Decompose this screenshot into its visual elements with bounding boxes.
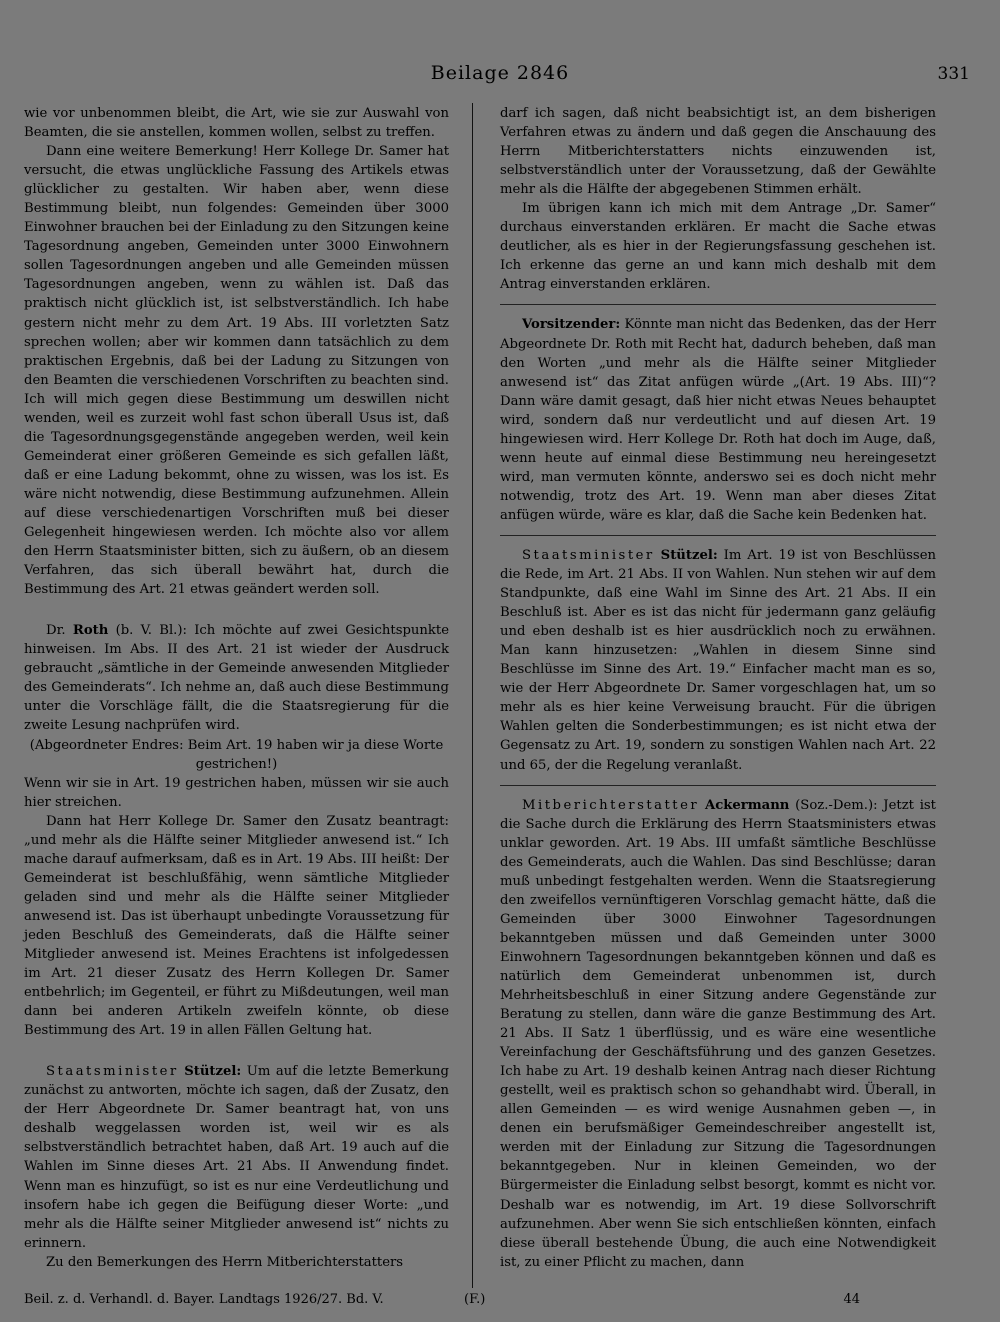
footer-source: Beil. z. d. Verhandl. d. Bayer. Landtags 1926/27. Bd. V.	[24, 1292, 384, 1307]
paragraph: Zu den Bemerkungen des Herrn Mitberichterstatters	[46, 1254, 404, 1270]
paragraph: wie vor unbenommen bleibt, die Art, wie sie zur Auswahl von Beamten, die sie anstellen, kommen wollen, selbst zu treffen.	[24, 106, 449, 141]
paragraph: Wenn wir sie in Art. 19 gestrichen haben, müssen wir sie auch hier streichen.	[24, 775, 449, 810]
footer-sheet-number: 44	[843, 1292, 860, 1307]
speech-text: (b. V. Bl.): Ich möchte auf zwei Gesichtspunkte hinweisen. Im Abs. II des Art. 21 ist wieder der Ausdruck gebraucht „sämtliche in der Gemeinde anwesenden Mitglieder des Gemeinderats“. Ich nehme an, daß auch diese Bestimmung unter die Vorschläge fällt, die die Staatsregierung für die zweite Lesung nachprüfen wird.	[24, 623, 449, 734]
speech-text: Um auf die letzte Bemerkung zunächst zu antworten, möchte ich sagen, daß der Zusatz, den der Herr Abgeordnete Dr. Samer beantragt hat, von uns deshalb weggelassen worden ist, weil wir es als selbstverständlich betrachtet haben, daß Art. 19 auch auf die Wahlen im Sinne dieses Art. 21 Abs. II Anwendung findet. Wenn man es hinzufügt, so ist es nur eine Verdeutlichung und insofern habe ich gegen die Beifügung dieser Worte: „und mehr als die Hälfte seiner Mitglieder anwesend ist“ nichts zu erinnern.	[24, 1064, 449, 1251]
paragraph: Dann eine weitere Bemerkung! Herr Kollege Dr. Samer hat versucht, die etwas unglückliche Fassung des Artikels etwas glücklicher zu gestalten. Wir haben aber, wenn diese Bestimmung bleibt, nun folgendes: Gemeinden über 3000 Einwohner brauchen bei der Einladung zu den Sitzungen keine Tagesordnung angeben, Gemeinden unter 3000 Einwohnern sollen Tagesordnungen angeben und alle Gemeinden müssen Tagesordnungen angeben, wenn zu wählen ist. Daß das praktisch nicht glücklich ist, ist selbstverständlich. Ich habe gestern nicht mehr zu dem Art. 19 Abs. III vorletzten Satz sprechen wollen; aber wir kommen dann tatsächlich zu dem praktischen Ergebnis, daß bei der Ladung zu Sitzungen von den Beamten die verschiedenen Vorschriften zu beachten sind. Ich will mich gegen diese Bestimmung um deswillen nicht wenden, weil es zurzeit wohl fast schon überall Usus ist, daß die Tagesordnungsgegenstände angegeben werden, weil kein Gemeinderat einer größeren Gemeinde es sich gefallen läßt, daß er eine Ladung bekommt, ohne zu wissen, was los ist. Es wäre nicht notwendig, diese Bestimmung aufzunehmen. Allein auf diese verschiedenartigen Vorschriften muß bei dieser Gelegenheit hingewiesen werden. Ich möchte also vor allem den Herrn Staatsminister bitten, sich zu äußern, ob an diesem Verfahren, das sich überall bewährt hat, durch die Bestimmung des Art. 21 etwas geändert werden soll.	[24, 144, 449, 598]
column-divider	[472, 103, 473, 1288]
interjection: (Abgeordneter Endres: Beim Art. 19 haben wir ja diese Worte gestrichen!)	[29, 737, 444, 772]
speaker-name: Stützel:	[184, 1064, 242, 1080]
speaker-name: Stützel:	[660, 547, 718, 563]
speech-text: Im Art. 19 ist von Beschlüssen die Rede, im Art. 21 Abs. II von Wahlen. Nun stehen wir auf dem Standpunkte, daß eine Wahl im Sinne des Art. 21 Abs. II ein Beschluß ist. Aber es ist das nicht für jedermann ganz geläufig und eben deshalb ist es hier ausdrücklich noch zu erwähnen. Man kann hinzusetzen: „Wahlen in diesem Sinne sind Beschlüsse im Sinne des Art. 19.“ Einfacher macht man es so, wie der Herr Abgeordnete Dr. Samer vorgeschlagen hat, um so mehr als es hier keine Verweisung braucht. Für die übrigen Wahlen gelten die Sonderbestimmungen; es ist nicht etwa der Gegensatz zu Art. 19, sondern zu sonstigen Wahlen nach Art. 22 und 65, der die Regelung veranlaßt.	[500, 547, 936, 773]
right-column	[500, 104, 936, 1272]
speaker-role: Mitberichterstatter	[522, 797, 700, 813]
speaker-prefix: Dr.	[46, 623, 73, 639]
speaker-name: Ackermann	[704, 797, 790, 813]
paragraph: Im übrigen kann ich mich mit dem Antrage „Dr. Samer“ durchaus einverstanden erklären. Er macht die Sache etwas deutlicher, als es hier in der Regierungsfassung geschehen ist. Ich erkenne das gerne an und kann mich deshalb mit dem Antrag einverstanden erklären.	[500, 201, 936, 293]
speech-vorsitzender	[500, 304, 936, 525]
speech-text: Könnte man nicht das Bedenken, das der Herr Abgeordnete Dr. Roth mit Recht hat, dadurch beheben, daß man den Worten „und mehr als die Hälfte seiner Mitglieder anwesend ist“ das Zitat anfügen würde „(Art. 19 Abs. III)“? Dann wäre damit gesagt, daß hier nicht etwas Neues behauptet wird, sondern daß nur verdeutlicht und auf diesen Art. 19 hingewiesen wird. Herr Kollege Dr. Roth hat doch im Auge, daß, wenn heute auf einmal diese Bestimmung neu hereingesetzt wird, man vermuten könnte, anderswo sei es doch nicht mehr notwendig, trotz des Art. 19. Wenn man aber dieses Zitat anfügen würde, wäre es klar, daß die Sache kein Bedenken hat.	[500, 317, 936, 523]
speaker-name: Vorsitzender:	[522, 317, 621, 333]
left-column	[24, 104, 449, 1272]
paragraph: darf ich sagen, daß nicht beabsichtigt ist, an dem bisherigen Verfahren etwas zu ändern und daß gegen die Anschauung des Herrn Mitberichterstatters nichts einzuwenden ist, selbstverständlich unter der Voraussetzung, daß der Gewählte mehr als die Hälfte der abgegebenen Stimmen erhält.	[500, 106, 936, 198]
speech-roth	[24, 621, 449, 735]
page-title: Beilage 2846	[430, 62, 570, 84]
speech-stuetzel	[500, 535, 936, 775]
speech-text: (Soz.-Dem.): Jetzt ist die Sache durch die Erklärung des Herrn Staatsministers etwas unklar geworden. Art. 19 Abs. III umfaßt sämtliche Beschlüsse des Gemeinderats, auch die Wahlen. Das sind Beschlüsse; daran muß unbedingt festgehalten werden. Wenn die Staatsregierung den zweifellos vernünftigeren Vorschlag gemacht hätte, daß die Gemeinden über 3000 Einwohner Tagesordnungen bekanntgeben müssen und daß Gemeinden unter 3000 Einwohnern Tagesordnungen bekanntgeben können und daß es natürlich dem Gemeinderat unbenommen ist, durch Mehrheitsbeschluß in einer Sitzung andere Gegenstände zur Beratung zu stellen, dann wäre die ganze Bestimmung des Art. 21 Abs. II Satz 1 überflüssig, und es wäre eine wesentliche Vereinfachung der Geschäftsführung und des ganzen Gesetzes. Ich habe zu Art. 19 deshalb keinen Antrag nach dieser Richtung gestellt, weil es praktisch schon so gehandhabt wird. Überall, in allen Gemeinden — es wird wenige Ausnahmen geben —, in denen ein berufsmäßiger Gemeindeschreiber angestellt ist, werden mit der Einladung zur Sitzung die Tagesordnungen bekanntgegeben. Nur in kleinen Gemeinden, wo der Bürgermeister die Einladung selbst besorgt, kommt es nicht vor. Deshalb war es notwendig, im Art. 19 diese Sollvorschrift aufzunehmen. Aber wenn Sie sich entschließen könnten, einfach diese überall bestehende Übung, die auch eine Notwendigkeit ist, zu einer Pflicht zu machen, dann	[500, 797, 936, 1270]
page-number: 331	[937, 64, 970, 84]
speech-stuetzel	[24, 1062, 449, 1252]
speaker-role: Staatsminister	[46, 1064, 179, 1080]
footer-mark: (F.)	[464, 1292, 486, 1307]
paragraph: Dann hat Herr Kollege Dr. Samer den Zusatz beantragt: „und mehr als die Hälfte seiner Mitglieder anwesend ist.“ Ich mache darauf aufmerksam, daß es in Art. 19 Abs. III heißt: Der Gemeinderat ist beschlußfähig, wenn sämtliche Mitglieder geladen sind und mehr als die Hälfte seiner Mitglieder anwesend ist. Das ist überhaupt unbedingte Voraussetzung für jeden Beschluß des Gemeinderats, daß die Hälfte seiner Mitglieder anwesend ist. Meines Erachtens ist infolgedessen im Art. 21 dieser Zusatz des Herrn Kollegen Dr. Samer entbehrlich; im Gegenteil, er führt zu Mißdeutungen, weil man dann bei anderen Artikeln zweifeln könnte, ob diese Bestimmung des Art. 19 in allen Fällen Geltung hat.	[24, 813, 449, 1039]
speech-ackermann	[500, 785, 936, 1272]
speaker-name: Roth	[72, 623, 109, 639]
page-footer	[24, 1292, 936, 1314]
speaker-role: Staatsminister	[522, 547, 655, 563]
